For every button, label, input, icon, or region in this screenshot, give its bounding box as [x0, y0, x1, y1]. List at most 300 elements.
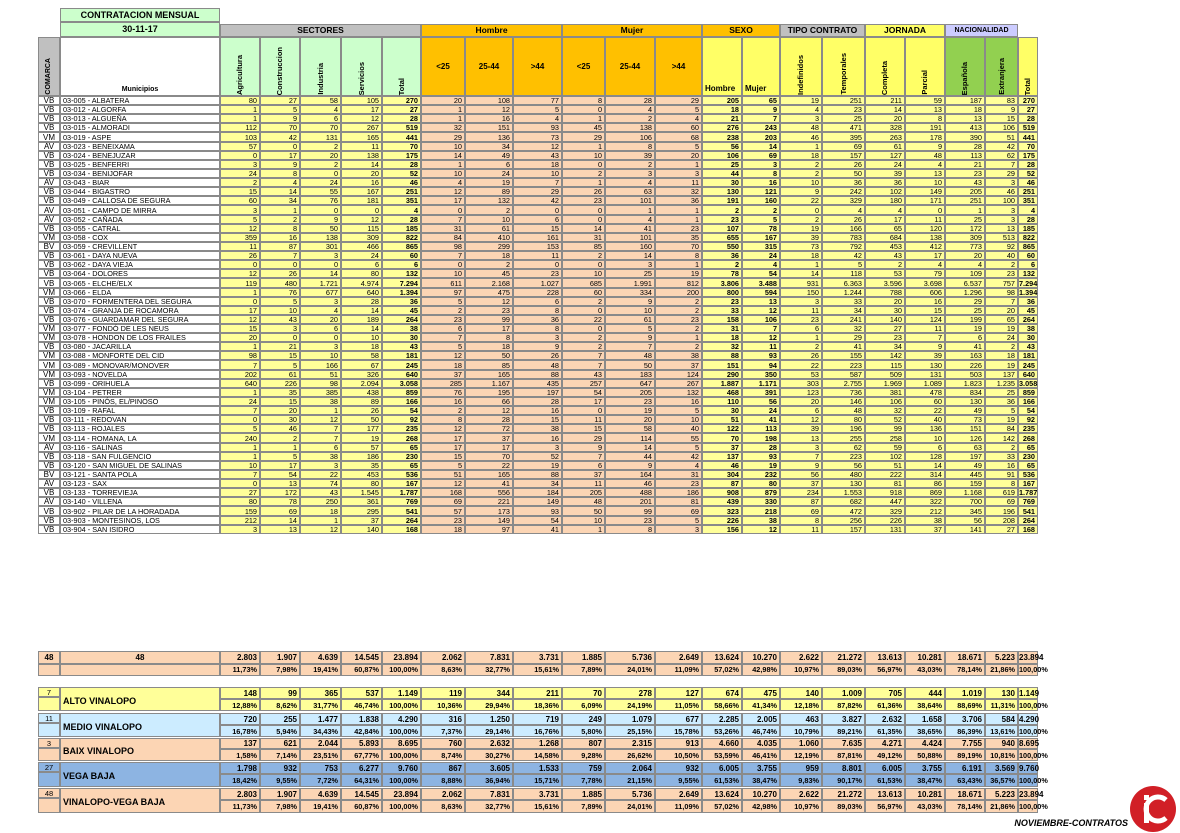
data-cell: 98	[985, 288, 1018, 297]
data-cell: 37	[702, 443, 742, 452]
data-cell: 112	[220, 123, 260, 132]
data-cell: 8	[655, 251, 702, 260]
summary-value: 137	[220, 738, 260, 749]
comarca-code: AV	[38, 497, 60, 506]
data-cell: 556	[465, 488, 513, 497]
data-cell: 11	[562, 415, 605, 424]
summary-value: 753	[300, 762, 341, 774]
data-cell: 7	[300, 424, 341, 433]
data-cell: 80	[341, 269, 382, 278]
data-cell: 177	[341, 424, 382, 433]
data-cell: 54	[562, 388, 605, 397]
data-cell: 441	[382, 132, 421, 142]
data-cell: 7	[562, 360, 605, 370]
data-cell: 0	[341, 205, 382, 215]
data-cell: 4	[742, 260, 780, 269]
data-cell: 0	[562, 160, 605, 169]
summary-pct: 46,74%	[742, 725, 780, 737]
data-cell: 1	[260, 205, 300, 215]
data-cell: 43	[865, 251, 905, 260]
data-cell: 81	[655, 497, 702, 506]
data-cell: 1.787	[1019, 488, 1038, 497]
data-cell: 10	[780, 178, 822, 187]
data-cell: 34	[465, 142, 513, 151]
total-pct: 56,97%	[865, 664, 905, 676]
data-cell: 42	[985, 142, 1018, 151]
data-cell: 50	[822, 169, 865, 178]
data-cell: 453	[341, 470, 382, 479]
summary-pct: 42,84%	[341, 725, 382, 737]
summary-pct: 11,09%	[655, 800, 702, 813]
data-cell: 3	[605, 169, 655, 178]
data-cell: 2	[562, 251, 605, 260]
data-cell: 390	[945, 132, 985, 142]
data-cell: 39	[865, 169, 905, 178]
data-cell: 89	[465, 187, 513, 196]
total-pct: 7,98%	[260, 664, 300, 676]
data-cell: 3.698	[905, 278, 945, 288]
data-cell: 1	[562, 142, 605, 151]
data-cell: 38	[382, 324, 421, 333]
data-cell: 2	[220, 178, 260, 187]
data-cell: 166	[1018, 397, 1038, 406]
data-cell: 3	[513, 333, 562, 342]
data-cell: 187	[945, 96, 985, 105]
data-cell: 138	[605, 123, 655, 132]
data-cell: 23	[985, 269, 1018, 278]
comarca-code: VB	[38, 297, 60, 306]
comarca-code: AV	[38, 215, 60, 224]
comarca-code: VB	[38, 461, 60, 470]
data-cell: 439	[702, 497, 742, 506]
data-cell: 49	[465, 151, 513, 160]
data-cell: 329	[822, 196, 865, 205]
data-cell: 14	[742, 142, 780, 151]
data-cell: 166	[382, 397, 421, 406]
data-cell: 17	[865, 215, 905, 224]
data-cell: 10	[562, 151, 605, 160]
data-cell: 329	[865, 506, 905, 516]
data-cell: 3	[985, 215, 1018, 224]
data-cell: 45	[382, 306, 421, 315]
data-cell: 63	[605, 187, 655, 196]
data-cell: 14	[341, 306, 382, 315]
comarca-code: AV	[38, 479, 60, 488]
summary-value: 13.613	[865, 788, 905, 800]
summary-value: 119	[421, 687, 465, 699]
summary-pct: 24,01%	[605, 800, 655, 813]
data-cell: 0	[562, 205, 605, 215]
data-cell: 102	[865, 452, 905, 461]
group-header-mujer: Mujer	[562, 24, 702, 37]
data-cell: 1	[300, 516, 341, 525]
comarca-header: COMARCA	[38, 37, 60, 96]
data-cell: 65	[865, 224, 905, 233]
data-cell: 51	[985, 132, 1018, 142]
summary-pct: 8,63%	[421, 800, 465, 813]
data-cell: 200	[655, 288, 702, 297]
data-cell: 5	[655, 406, 702, 415]
total-pct: 43,03%	[905, 664, 945, 676]
data-cell: 267	[341, 123, 382, 132]
data-cell: 61	[260, 370, 300, 379]
data-cell: 38	[655, 351, 702, 360]
data-cell: 41	[605, 224, 655, 233]
data-cell: 49	[945, 406, 985, 415]
comarca-code: VB	[38, 379, 60, 388]
data-cell: 103	[220, 132, 260, 142]
data-cell: 8	[260, 224, 300, 233]
data-cell: 226	[260, 379, 300, 388]
data-cell: 3	[220, 525, 260, 534]
data-cell: 1.787	[382, 488, 421, 497]
data-cell: 4	[605, 178, 655, 187]
data-cell: 361	[341, 497, 382, 506]
summary-pct: 21,15%	[605, 774, 655, 787]
summary-value: 9.760	[382, 762, 421, 774]
summary-pct: 100,00%	[1019, 727, 1048, 736]
data-cell: 38	[1018, 324, 1038, 333]
summary-value: 21.272	[822, 788, 865, 800]
total-pct: 19,41%	[300, 664, 341, 676]
data-cell: 12	[421, 424, 465, 433]
data-cell: 198	[742, 433, 780, 443]
data-cell: 70	[655, 242, 702, 251]
summary-pct: 34,43%	[300, 725, 341, 737]
data-cell: 137	[702, 452, 742, 461]
data-cell: 16	[421, 397, 465, 406]
data-cell: 8	[780, 516, 822, 525]
data-cell: 32	[655, 187, 702, 196]
summary-pct: 13,61%	[985, 725, 1018, 737]
summary-value: 463	[780, 713, 822, 725]
data-cell: 140	[341, 525, 382, 534]
municipio-name: 03-904 - SAN ISIDRO	[60, 525, 220, 534]
data-cell: 8	[513, 306, 562, 315]
footer-label: NOVIEMBRE-CONTRATOS	[1014, 818, 1128, 828]
data-cell: 17	[260, 151, 300, 160]
data-cell: 24	[865, 160, 905, 169]
data-cell: 2.168	[465, 278, 513, 288]
data-cell: 5	[220, 215, 260, 224]
data-cell: 164	[605, 470, 655, 479]
data-cell: 173	[465, 506, 513, 516]
data-cell: 56	[742, 397, 780, 406]
summary-pct: 26,62%	[605, 749, 655, 761]
data-cell: 3	[260, 324, 300, 333]
data-cell: 70	[382, 142, 421, 151]
data-cell: 37	[905, 525, 945, 534]
data-cell: 80	[220, 497, 260, 506]
data-cell: 81	[865, 479, 905, 488]
data-cell: 9	[300, 215, 341, 224]
data-cell: 0	[300, 169, 341, 178]
data-cell: 196	[985, 506, 1018, 516]
data-cell: 34	[865, 342, 905, 351]
data-cell: 682	[822, 497, 865, 506]
data-cell: 191	[905, 123, 945, 132]
comarca-code: VB	[38, 269, 60, 278]
summary-spacer	[38, 697, 60, 711]
data-cell: 165	[341, 132, 382, 142]
data-cell: 131	[905, 370, 945, 379]
data-cell: 2	[780, 169, 822, 178]
data-cell: 86	[905, 479, 945, 488]
data-cell: 69	[260, 506, 300, 516]
data-cell: 4	[300, 105, 341, 114]
municipio-name: 03-065 - ELCHE/ELX	[60, 278, 220, 288]
summary-pct: 90,17%	[822, 774, 865, 787]
data-cell: 158	[702, 315, 742, 324]
data-cell: 130	[945, 397, 985, 406]
data-cell: 25	[702, 160, 742, 169]
data-cell: 7	[220, 470, 260, 479]
data-cell: 23	[655, 479, 702, 488]
data-cell: 26	[780, 351, 822, 360]
summary-value: 2.044	[300, 738, 341, 749]
col-header: Agricultura	[220, 37, 260, 96]
data-cell: 45	[1018, 306, 1038, 315]
data-cell: 6	[513, 297, 562, 306]
data-cell: 208	[985, 516, 1018, 525]
data-cell: 5	[421, 342, 465, 351]
data-cell: 60	[905, 397, 945, 406]
data-cell: 18	[513, 160, 562, 169]
data-cell: 184	[513, 488, 562, 497]
data-cell: 26	[341, 406, 382, 415]
data-cell: 606	[905, 288, 945, 297]
data-cell: 26	[822, 160, 865, 169]
data-cell: 1.296	[945, 288, 985, 297]
data-cell: 7	[742, 114, 780, 123]
data-cell: 640	[1018, 370, 1038, 379]
data-cell: 106	[702, 151, 742, 160]
data-cell: 37	[562, 470, 605, 479]
summary-value: 3.755	[742, 762, 780, 774]
summary-value: 719	[513, 713, 562, 725]
data-cell: 18	[421, 525, 465, 534]
data-cell: 183	[605, 370, 655, 379]
summary-value: 6.277	[341, 762, 382, 774]
data-cell: 3.806	[702, 278, 742, 288]
data-cell: 136	[465, 132, 513, 142]
summary-pct: 10,81%	[985, 749, 1018, 761]
data-cell: 15	[513, 415, 562, 424]
summary-pct: 24,19%	[605, 699, 655, 711]
summary-count: 3	[38, 738, 60, 748]
total-value: 13.624	[702, 651, 742, 664]
data-cell: 35	[341, 461, 382, 470]
data-cell: 28	[605, 96, 655, 105]
data-cell: 1.823	[945, 379, 985, 388]
municipio-name: 03-005 - ALBATERA	[60, 96, 220, 105]
summary-pct: 11,73%	[220, 800, 260, 813]
data-cell: 11	[780, 306, 822, 315]
comarca-code: VB	[38, 525, 60, 534]
data-cell: 16	[260, 233, 300, 242]
data-cell: 1.969	[865, 379, 905, 388]
data-cell: 151	[702, 360, 742, 370]
summary-pct: 100,00%	[1019, 802, 1048, 811]
data-cell: 115	[341, 224, 382, 233]
data-cell: 15	[260, 351, 300, 360]
summary-pct: 61,53%	[702, 774, 742, 787]
data-cell: 79	[905, 269, 945, 278]
data-cell: 157	[822, 151, 865, 160]
data-cell: 130	[702, 187, 742, 196]
summary-pct: 15,78%	[655, 725, 702, 737]
col-header: Extranjera	[985, 37, 1018, 96]
data-cell: 328	[865, 123, 905, 132]
data-cell: 32	[822, 324, 865, 333]
data-cell: 1	[421, 160, 465, 169]
total-pct: 15,61%	[513, 664, 562, 676]
data-cell: 1.167	[465, 379, 513, 388]
col-header: Temporales	[822, 37, 865, 96]
data-cell: 73	[945, 415, 985, 424]
summary-pct: 29,94%	[465, 699, 513, 711]
data-cell: 7	[421, 251, 465, 260]
data-cell: 1	[220, 388, 260, 397]
data-cell: 41	[822, 342, 865, 351]
data-cell: 41	[945, 342, 985, 351]
summary-value: 8.695	[382, 738, 421, 749]
data-cell: 37	[341, 516, 382, 525]
data-cell: 18	[465, 342, 513, 351]
data-cell: 141	[945, 525, 985, 534]
data-cell: 619	[985, 488, 1018, 497]
data-cell: 1	[562, 525, 605, 534]
data-cell: 28	[1018, 114, 1038, 123]
data-cell: 43	[260, 315, 300, 324]
summary-value: 1.533	[513, 762, 562, 774]
data-cell: 46	[1018, 178, 1038, 187]
data-cell: 12	[220, 269, 260, 278]
total-value: 13.613	[865, 651, 905, 664]
data-cell: 38	[742, 516, 780, 525]
data-cell: 28	[1018, 160, 1038, 169]
data-cell: 39	[780, 233, 822, 242]
total-value: 2.062	[421, 651, 465, 664]
data-cell: 42	[655, 452, 702, 461]
data-cell: 2	[562, 333, 605, 342]
data-cell: 53	[865, 269, 905, 278]
data-cell: 197	[945, 452, 985, 461]
municipio-name: 03-059 - CREVILLENT	[60, 242, 220, 251]
comarca-code: VB	[38, 306, 60, 315]
comarca-code: VB	[38, 123, 60, 132]
data-cell: 234	[780, 488, 822, 497]
summary-value: 1.079	[605, 713, 655, 725]
data-cell: 78	[260, 497, 300, 506]
data-cell: 23	[605, 516, 655, 525]
data-cell: 6	[300, 114, 341, 123]
data-cell: 14	[905, 461, 945, 470]
data-cell: 22	[465, 461, 513, 470]
comarca-code: VB	[38, 196, 60, 205]
data-cell: 43	[513, 151, 562, 160]
data-cell: 6	[421, 324, 465, 333]
data-cell: 43	[562, 370, 605, 379]
municipio-name: 03-013 - ALGUEÑA	[60, 114, 220, 123]
data-cell: 20	[220, 333, 260, 342]
data-cell: 126	[945, 433, 985, 443]
data-cell: 100	[985, 196, 1018, 205]
data-cell: 222	[865, 470, 905, 479]
data-cell: 10	[905, 433, 945, 443]
col-header: >44	[513, 37, 562, 96]
data-cell: 42	[513, 196, 562, 205]
data-cell: 350	[742, 370, 780, 379]
summary-value: 10.281	[905, 788, 945, 800]
comarca-code: VB	[38, 260, 60, 269]
data-cell: 128	[905, 452, 945, 461]
data-cell: 58	[605, 424, 655, 433]
data-cell: 11	[780, 525, 822, 534]
data-cell: 1	[220, 288, 260, 297]
summary-pct: 56,97%	[865, 800, 905, 813]
comarca-code: VM	[38, 388, 60, 397]
data-cell: 110	[702, 397, 742, 406]
data-cell: 33	[822, 297, 865, 306]
data-cell: 19	[985, 415, 1018, 424]
data-cell: 56	[780, 470, 822, 479]
data-cell: 918	[865, 488, 905, 497]
data-cell: 27	[220, 488, 260, 497]
data-cell: 223	[822, 452, 865, 461]
data-cell: 20	[865, 297, 905, 306]
summary-pct: 23,51%	[300, 749, 341, 761]
data-cell: 13	[945, 114, 985, 123]
data-cell: 2	[985, 260, 1018, 269]
data-cell: 13	[905, 105, 945, 114]
data-cell: 136	[905, 424, 945, 433]
data-cell: 36	[382, 297, 421, 306]
municipio-name: 03-066 - ELDA	[60, 288, 220, 297]
municipio-name: 03-074 - GRANJA DE ROCAMORA	[60, 306, 220, 315]
data-cell: 8	[605, 142, 655, 151]
summary-pct: 41,34%	[742, 699, 780, 711]
data-cell: 161	[513, 233, 562, 242]
data-cell: 769	[382, 497, 421, 506]
data-cell: 24	[742, 406, 780, 415]
data-cell: 159	[220, 506, 260, 516]
data-cell: 56	[822, 461, 865, 470]
data-cell: 7	[260, 251, 300, 260]
summary-value: 2.062	[421, 788, 465, 800]
municipio-name: 03-902 - PILAR DE LA HORADADA	[60, 506, 220, 516]
municipio-name: 03-104 - PETRER	[60, 388, 220, 397]
data-cell: 3	[513, 443, 562, 452]
data-cell: 160	[605, 242, 655, 251]
data-cell: 6.363	[822, 278, 865, 288]
data-cell: 15	[220, 187, 260, 196]
data-cell: 191	[702, 196, 742, 205]
data-cell: 700	[945, 497, 985, 506]
data-cell: 25	[985, 388, 1018, 397]
total-value: 21.272	[822, 651, 865, 664]
data-cell: 16	[985, 461, 1018, 470]
data-cell: 4	[655, 461, 702, 470]
data-cell: 9	[780, 187, 822, 196]
data-cell: 0	[260, 260, 300, 269]
data-cell: 97	[421, 288, 465, 297]
summary-pct: 21,86%	[985, 800, 1018, 813]
data-cell: 3	[742, 160, 780, 169]
data-cell: 351	[1018, 196, 1038, 205]
data-cell: 28	[513, 397, 562, 406]
data-cell: 65	[1018, 461, 1038, 470]
